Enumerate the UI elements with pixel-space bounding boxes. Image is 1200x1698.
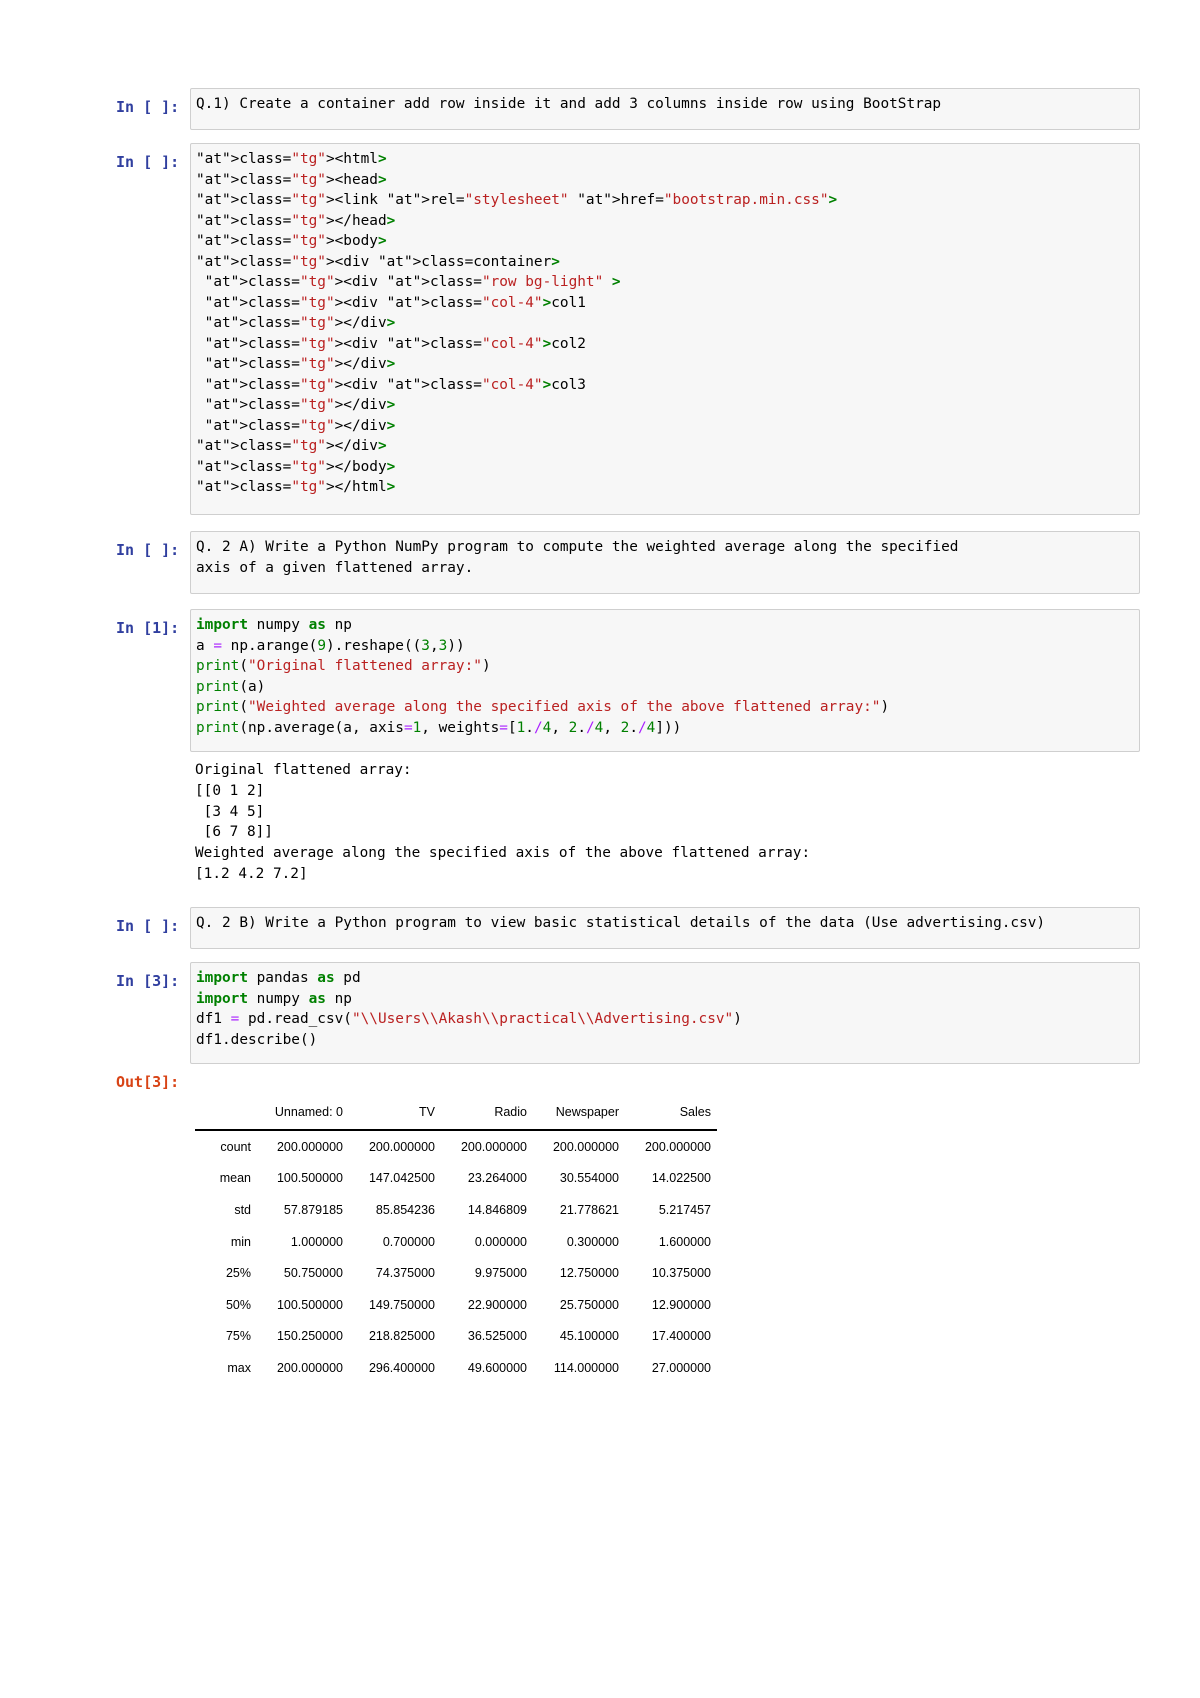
table-cell: 296.400000 — [368, 1360, 435, 1375]
code-line: "at">class="tg"></div> — [204, 397, 396, 413]
code-line: [3 4 5] — [195, 803, 265, 820]
cell-output — [195, 760, 810, 885]
table-cell: 50.750000 — [283, 1266, 343, 1281]
table-cell: 17.400000 — [651, 1329, 711, 1344]
code-line: Original flattened array: — [195, 762, 412, 778]
describe-table — [195, 1095, 717, 1384]
table-cell: 200.000000 — [276, 1139, 343, 1154]
cell-prompt: In [ ]: — [116, 98, 180, 116]
table-cell: 200.000000 — [460, 1139, 527, 1154]
code-line: "at">class="tg"><div "at">class="col-4">col2 — [204, 335, 586, 352]
table-cell: 9.975000 — [474, 1266, 527, 1281]
code-line: print(a) — [196, 678, 266, 695]
code-line: "at">class="tg"></div> — [204, 315, 396, 331]
column-header: Sales — [625, 1095, 717, 1130]
code-line: Weighted average along the specified axis of the above flattened array: — [195, 845, 811, 862]
table-row — [195, 1226, 717, 1258]
code-editor[interactable] — [196, 149, 1134, 498]
code-line: "at">class="tg"><link "at">rel="stylesheet" "at">href="bootstrap.min.css"> — [196, 192, 838, 208]
markdown-text — [196, 94, 1134, 115]
code-line: import pandas as pd — [196, 970, 361, 986]
table-cell: 100.500000 — [276, 1171, 343, 1186]
code-editor[interactable] — [196, 968, 1134, 1050]
column-header: Newspaper — [533, 1095, 625, 1130]
table-cell: 114.000000 — [553, 1360, 619, 1375]
row-label: min — [230, 1234, 251, 1249]
code-line: "at">class="tg"></div> — [204, 356, 396, 372]
code-line: import numpy as np — [196, 990, 352, 1007]
column-header: Unnamed: 0 — [257, 1095, 349, 1130]
code-line: print("Weighted average along the specified axis of the above flattened array:") — [196, 699, 890, 715]
code-line: df1.describe() — [196, 1031, 318, 1048]
table-cell: 10.375000 — [651, 1266, 711, 1281]
table-cell: 14.022500 — [651, 1171, 711, 1186]
table-cell: 218.825000 — [368, 1329, 435, 1344]
table-cell: 200.000000 — [644, 1139, 711, 1154]
code-line: print("Original flattened array:") — [196, 658, 491, 674]
column-header: Radio — [441, 1095, 533, 1130]
table-cell: 45.100000 — [559, 1329, 619, 1344]
cell-input-area[interactable] — [190, 962, 1140, 1064]
cell-prompt: In [ ]: — [116, 541, 180, 559]
table-cell: 200.000000 — [368, 1139, 435, 1154]
table-header-row — [195, 1095, 717, 1130]
table-row — [195, 1257, 717, 1289]
row-label: std — [234, 1202, 251, 1217]
table-cell: 36.525000 — [467, 1329, 527, 1344]
row-label: mean — [219, 1171, 251, 1186]
table-cell: 49.600000 — [467, 1360, 527, 1375]
code-line: a = np.arange(9).reshape((3,3)) — [196, 637, 465, 654]
table-cell: 200.000000 — [276, 1360, 343, 1375]
column-header: TV — [349, 1095, 441, 1130]
row-label: 50% — [225, 1297, 251, 1312]
table-cell: 21.778621 — [559, 1202, 619, 1217]
line-1: Q.1) Create a container add row inside it and add 3 columns inside row using BootStrap — [196, 96, 942, 112]
table-cell: 12.900000 — [651, 1297, 711, 1312]
index-header — [195, 1095, 257, 1130]
table-cell: 200.000000 — [552, 1139, 619, 1154]
table-cell: 0.300000 — [566, 1234, 619, 1249]
code-line: df1 = pd.read_csv("\\Users\\Akash\\practical\\Advertising.csv") — [196, 1011, 742, 1027]
code-line: [1.2 4.2 7.2] — [195, 865, 308, 882]
table-cell: 0.700000 — [382, 1234, 435, 1249]
code-line: "at">class="tg"><div "at">class=container> — [196, 253, 560, 270]
table-cell: 149.750000 — [368, 1297, 435, 1312]
table-cell: 100.500000 — [276, 1297, 343, 1312]
code-line: [[0 1 2] — [195, 782, 265, 799]
table-cell: 0.000000 — [474, 1234, 527, 1249]
table-cell: 150.250000 — [276, 1329, 343, 1344]
line-2: axis of a given flattened array. — [196, 559, 474, 576]
output-prompt: Out[3]: — [116, 1073, 180, 1091]
table-cell: 1.000000 — [290, 1234, 343, 1249]
row-label: 75% — [225, 1329, 251, 1344]
code-line: "at">class="tg"></body> — [196, 458, 396, 475]
cell-prompt: In [ ]: — [116, 153, 180, 171]
table-cell: 5.217457 — [658, 1202, 711, 1217]
table-cell: 85.854236 — [375, 1202, 435, 1217]
cell-input-area[interactable] — [190, 88, 1140, 130]
table-row — [195, 1130, 717, 1163]
code-line: import numpy as np — [196, 617, 352, 633]
code-line: [6 7 8]] — [195, 824, 273, 841]
code-line: "at">class="tg"><div "at">class="row bg-light" > — [204, 274, 621, 290]
row-label: count — [220, 1139, 251, 1154]
table-cell: 22.900000 — [467, 1297, 527, 1312]
table-cell: 23.264000 — [467, 1171, 527, 1186]
cell-input-area[interactable] — [190, 609, 1140, 752]
code-line: "at">class="tg"><head> — [196, 171, 387, 188]
cell-prompt: In [1]: — [116, 619, 180, 637]
code-line: "at">class="tg"><body> — [196, 233, 387, 249]
code-editor[interactable] — [196, 615, 1134, 738]
code-line: "at">class="tg"><html> — [196, 151, 387, 167]
table-cell: 57.879185 — [283, 1202, 343, 1217]
row-label: 25% — [225, 1266, 251, 1281]
table-cell: 74.375000 — [375, 1266, 435, 1281]
row-label: max — [227, 1360, 251, 1375]
line-1: Q. 2 A) Write a Python NumPy program to compute the weighted average along the specified — [196, 539, 959, 555]
table-cell: 30.554000 — [559, 1171, 619, 1186]
table-cell: 12.750000 — [559, 1266, 619, 1281]
markdown-text — [196, 537, 1134, 578]
cell-input-area[interactable] — [190, 907, 1140, 949]
table-row — [195, 1321, 717, 1353]
table-cell: 14.846809 — [467, 1202, 527, 1217]
table-cell: 147.042500 — [368, 1171, 435, 1186]
code-line: "at">class="tg"><div "at">class="col-4">col1 — [204, 294, 586, 311]
markdown-text — [196, 913, 1134, 934]
table-cell: 25.750000 — [559, 1297, 619, 1312]
table-row — [195, 1352, 717, 1384]
line-1: Q. 2 B) Write a Python program to view basic statistical details of the data (Use advertising.csv) — [196, 915, 1046, 931]
table-row — [195, 1163, 717, 1195]
table-row — [195, 1289, 717, 1321]
cell-input-area[interactable] — [190, 531, 1140, 594]
code-line: "at">class="tg"><div "at">class="col-4">col3 — [204, 376, 586, 393]
table-cell: 27.000000 — [651, 1360, 711, 1375]
cell-prompt: In [ ]: — [116, 917, 180, 935]
cell-input-area[interactable] — [190, 143, 1140, 515]
table-row — [195, 1194, 717, 1226]
code-line: "at">class="tg"></div> — [204, 417, 396, 434]
code-line: "at">class="tg"></div> — [196, 438, 387, 454]
code-line: "at">class="tg"></html> — [196, 479, 396, 495]
code-line: print(np.average(a, axis=1, weights=[1./4, 2./4, 2./4])) — [196, 719, 682, 736]
code-line: "at">class="tg"></head> — [196, 212, 396, 229]
cell-prompt: In [3]: — [116, 972, 180, 990]
table-cell: 1.600000 — [658, 1234, 711, 1249]
